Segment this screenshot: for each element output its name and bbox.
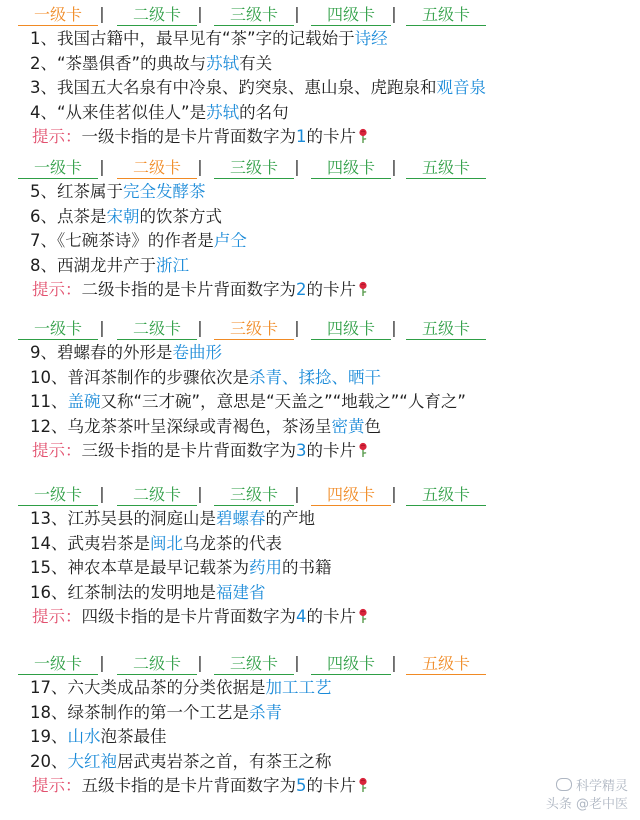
tip-line: [32, 775, 368, 797]
item-number: 16、: [30, 582, 68, 602]
answer-highlight: 卷曲形: [172, 343, 222, 362]
tab-level-4[interactable]: 四级卡: [311, 320, 391, 340]
tab-level-1[interactable]: 一级卡: [18, 6, 98, 26]
tab-level-3[interactable]: 三级卡: [214, 486, 294, 506]
tip-number: 5: [296, 776, 307, 795]
item-number: 20、: [30, 751, 68, 771]
quiz-item: [30, 28, 388, 50]
tab-separator: |: [99, 157, 105, 176]
answer-highlight: 闽北: [150, 533, 183, 553]
tab-level-4[interactable]: 四级卡: [311, 6, 391, 26]
level-tab-bar: [0, 484, 640, 508]
item-number: 10、: [30, 367, 68, 387]
answer-highlight: 诗经: [354, 29, 388, 48]
item-number: 15、: [30, 558, 68, 577]
answer-highlight: 观音泉: [436, 78, 486, 97]
tab-separator: |: [294, 318, 300, 337]
tab-separator: |: [197, 4, 203, 23]
watermark-line-1: [508, 778, 628, 796]
answer-highlight: 卢仝: [213, 231, 247, 250]
item-number: 8、: [30, 255, 57, 275]
quiz-item: [30, 206, 222, 228]
answer-highlight: 山水: [67, 727, 101, 746]
quiz-item: [30, 230, 247, 252]
question-text: “茶墨俱香”的典故与: [57, 53, 207, 73]
question-text: 乌龙茶的代表: [183, 533, 282, 553]
quiz-item: [30, 677, 332, 699]
answer-highlight: 加工工艺: [265, 678, 332, 697]
question-text: 泡茶最佳: [100, 727, 167, 746]
tip-line: [32, 440, 368, 462]
tab-separator: |: [391, 318, 397, 337]
tip-label: 提示：: [32, 607, 82, 626]
answer-highlight: 完全发酵茶: [123, 182, 206, 201]
level-tab-bar: [0, 157, 640, 181]
item-number: 14、: [30, 533, 68, 553]
tab-separator: |: [391, 653, 397, 672]
tip-number: 1: [296, 127, 307, 146]
tip-label: 提示：: [32, 127, 82, 146]
tab-separator: |: [391, 157, 397, 176]
answer-highlight: 苏轼: [206, 102, 240, 122]
question-text: 点茶是: [57, 206, 107, 226]
tip-text-end: 的卡片: [306, 127, 356, 146]
tip-level: 四: [81, 607, 98, 626]
tip-label: 提示：: [32, 280, 82, 299]
question-text: 武夷岩茶是: [67, 533, 150, 553]
quiz-item: [30, 726, 167, 748]
quiz-item: [30, 181, 206, 203]
item-number: 6、: [30, 206, 57, 226]
tip-number: 4: [296, 607, 307, 626]
tab-level-5[interactable]: 五级卡: [406, 6, 486, 26]
question-text: 江苏吴县的洞庭山是: [67, 509, 216, 528]
tab-separator: |: [197, 318, 203, 337]
question-text: 我国五大名泉有中冷泉、趵突泉、惠山泉、虎跑泉和: [57, 78, 437, 97]
rose-icon: [358, 608, 368, 624]
quiz-item: [30, 255, 189, 277]
tip-label: 提示：: [32, 441, 82, 460]
question-text: 的产地: [265, 509, 315, 528]
tip-level: 三: [81, 441, 98, 460]
tab-level-3[interactable]: 三级卡: [214, 6, 294, 26]
answer-highlight: 盖碗: [67, 392, 101, 411]
quiz-item: [30, 533, 282, 555]
tab-level-2[interactable]: 二级卡: [117, 159, 197, 179]
tab-separator: |: [294, 4, 300, 23]
tab-level-3[interactable]: 三级卡: [214, 320, 294, 340]
tab-level-3[interactable]: 三级卡: [214, 159, 294, 179]
tab-separator: |: [294, 653, 300, 672]
tip-text-end: 的卡片: [306, 280, 356, 299]
tip-level: 一: [81, 127, 98, 146]
item-number: 5、: [30, 182, 57, 201]
tip-line: [32, 606, 368, 628]
tab-level-1[interactable]: 一级卡: [18, 159, 98, 179]
question-text: 六大类成品茶的分类依据是: [67, 678, 266, 697]
level-tab-bar: [0, 318, 640, 342]
tab-level-1[interactable]: 一级卡: [18, 655, 98, 675]
question-text: 碧螺春的外形是: [57, 343, 173, 362]
item-number: 9、: [30, 343, 57, 362]
tab-level-2[interactable]: 二级卡: [117, 655, 197, 675]
question-text: 绿茶制作的第一个工艺是: [67, 702, 249, 722]
quiz-item: [30, 367, 381, 389]
quiz-item: [30, 557, 332, 579]
tab-separator: |: [99, 4, 105, 23]
answer-highlight: 大红袍: [67, 751, 117, 771]
item-number: 4、: [30, 102, 57, 122]
tab-level-2[interactable]: 二级卡: [117, 320, 197, 340]
tip-text: 级卡指的是卡片背面数字为: [98, 441, 296, 460]
question-text: 红茶属于: [57, 182, 123, 201]
tab-separator: |: [294, 157, 300, 176]
question-text: 乌龙茶茶叶呈深绿或青褐色，茶汤呈: [67, 416, 332, 436]
tab-level-5[interactable]: 五级卡: [406, 159, 486, 179]
item-number: 1、: [30, 29, 57, 48]
tab-level-2[interactable]: 二级卡: [117, 486, 197, 506]
tab-level-4[interactable]: 四级卡: [311, 159, 391, 179]
answer-highlight: 碧螺春: [216, 509, 266, 528]
tab-level-4[interactable]: 四级卡: [311, 486, 391, 506]
tab-separator: |: [99, 318, 105, 337]
tip-line: [32, 126, 368, 148]
tab-level-2[interactable]: 二级卡: [117, 6, 197, 26]
quiz-item: [30, 53, 272, 75]
quiz-item: [30, 391, 466, 413]
question-text: 居武夷岩茶之首，有茶王之称: [117, 751, 332, 771]
tab-separator: |: [197, 653, 203, 672]
item-number: 3、: [30, 78, 57, 97]
answer-highlight: 浙江: [156, 255, 189, 275]
tab-level-5[interactable]: 五级卡: [406, 486, 486, 506]
quiz-item: [30, 702, 282, 724]
tab-level-3[interactable]: 三级卡: [214, 655, 294, 675]
question-text: 我国古籍中，最早见有“茶”字的记载始于: [57, 29, 355, 48]
question-text: 又称“三才碗”，意思是“天盖之”“地载之”“人育之”: [100, 392, 466, 411]
tip-text-end: 的卡片: [306, 441, 356, 460]
tab-level-5[interactable]: 五级卡: [406, 655, 486, 675]
item-number: 17、: [30, 678, 68, 697]
item-number: 19、: [30, 727, 68, 746]
answer-highlight: 杀青: [249, 702, 282, 722]
tip-label: 提示：: [32, 776, 82, 795]
quiz-item: [30, 416, 381, 438]
tab-level-5[interactable]: 五级卡: [406, 320, 486, 340]
tip-text: 级卡指的是卡片背面数字为: [98, 607, 296, 626]
answer-highlight: 苏轼: [206, 53, 240, 73]
quiz-item: [30, 102, 289, 124]
tab-level-1[interactable]: 一级卡: [18, 320, 98, 340]
question-text: 神农本草是最早记载茶为: [67, 558, 249, 577]
tip-text: 级卡指的是卡片背面数字为: [98, 127, 296, 146]
question-text: 的书籍: [282, 558, 332, 577]
tip-text-end: 的卡片: [306, 776, 356, 795]
answer-highlight: 药用: [249, 558, 282, 577]
tab-separator: |: [99, 484, 105, 503]
question-text: 普洱茶制作的步骤依次是: [67, 367, 249, 387]
wechat-icon: [556, 778, 572, 791]
rose-icon: [358, 777, 368, 793]
rose-icon: [358, 281, 368, 297]
item-number: 18、: [30, 702, 68, 722]
quiz-item: [30, 77, 486, 99]
tip-text: 级卡指的是卡片背面数字为: [98, 776, 296, 795]
tab-level-1[interactable]: 一级卡: [18, 486, 98, 506]
tip-number: 3: [296, 441, 307, 460]
answer-highlight: 宋朝: [106, 206, 140, 226]
item-number: 12、: [30, 416, 68, 436]
answer-highlight: 密黄: [331, 416, 365, 436]
question-text: 西湖龙井产于: [57, 255, 156, 275]
question-text: 的名句: [239, 102, 289, 122]
tip-level: 五: [81, 776, 98, 795]
tab-separator: |: [391, 4, 397, 23]
watermark: [508, 778, 628, 818]
tip-text: 级卡指的是卡片背面数字为: [98, 280, 296, 299]
item-number: 7、: [30, 231, 57, 250]
item-number: 2、: [30, 53, 57, 73]
tip-text-end: 的卡片: [306, 607, 356, 626]
item-number: 11、: [30, 392, 68, 411]
tip-line: [32, 279, 368, 301]
question-text: 色: [364, 416, 381, 436]
tab-separator: |: [197, 157, 203, 176]
quiz-item: [30, 751, 332, 773]
item-number: 13、: [30, 509, 68, 528]
level-tab-bar: [0, 4, 640, 28]
question-text: 的饮茶方式: [139, 206, 222, 226]
watermark-line-2: 头条 @老中医: [545, 797, 628, 812]
quiz-item: [30, 342, 222, 364]
answer-highlight: 杀青、揉捻、晒干: [249, 367, 381, 387]
quiz-item: [30, 508, 315, 530]
tab-separator: |: [197, 484, 203, 503]
watermark-text-1: 科学精灵: [575, 779, 628, 794]
answer-highlight: 福建省: [216, 582, 266, 602]
tip-level: 二: [81, 280, 98, 299]
question-text: 《七碗茶诗》的作者是: [57, 231, 214, 250]
tip-number: 2: [296, 280, 307, 299]
tab-separator: |: [294, 484, 300, 503]
question-text: “从来佳茗似佳人”是: [57, 102, 207, 122]
tab-separator: |: [391, 484, 397, 503]
question-text: 有关: [239, 53, 273, 73]
tab-level-4[interactable]: 四级卡: [311, 655, 391, 675]
rose-icon: [358, 442, 368, 458]
tab-separator: |: [99, 653, 105, 672]
level-tab-bar: [0, 653, 640, 677]
rose-icon: [358, 128, 368, 144]
question-text: 红茶制法的发明地是: [67, 582, 216, 602]
quiz-item: [30, 582, 266, 604]
